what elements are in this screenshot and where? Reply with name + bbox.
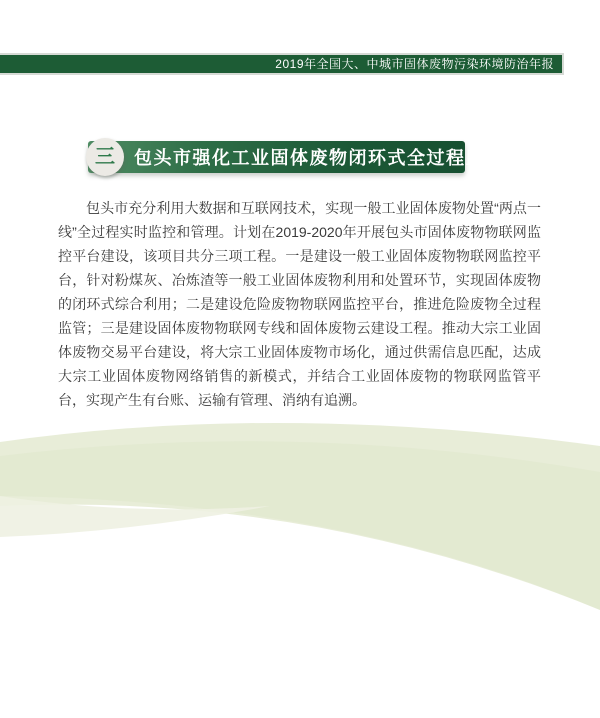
section-number-label: 三: [95, 146, 115, 168]
report-title-text: 2019年全国大、中城市固体废物污染环境防治年报: [275, 57, 554, 71]
curved-ribbon-icon: [0, 400, 600, 718]
report-title-bar: [0, 53, 564, 75]
section-number-badge: [86, 138, 124, 176]
section-title: 包头市强化工业固体废物闭环式全过程监管: [134, 148, 505, 168]
section-header-banner: [88, 141, 505, 173]
article-body: [58, 196, 541, 412]
article-paragraph: 包头市充分利用大数据和互联网技术，实现一般工业固体废物处置“两点一线”全过程实时监控和管理。计划在2019-2020年开展包头市固体废物物联网监控平台建设，该项目共分三项工程。一是建设一般工业固体废物物联网监控平台，针对粉煤灰、冶炼渣等一般工业固体废物利用和处置环节，实现固体废物的闭环式综合利用；二是建设危险废物物联网监控平台，推进危险废物全过程监管；三是建设固体废物物联网专线和固体废物云建设工程。推动大宗工业固体废物交易平台建设，将大宗工业固体废物市场化，通过供需信息匹配，达成大宗工业固体废物网络销售的新模式，并结合工业固体废物的物联网监管平台，实现产生有台账、运输有管理、消纳有追溯。: [58, 200, 541, 408]
